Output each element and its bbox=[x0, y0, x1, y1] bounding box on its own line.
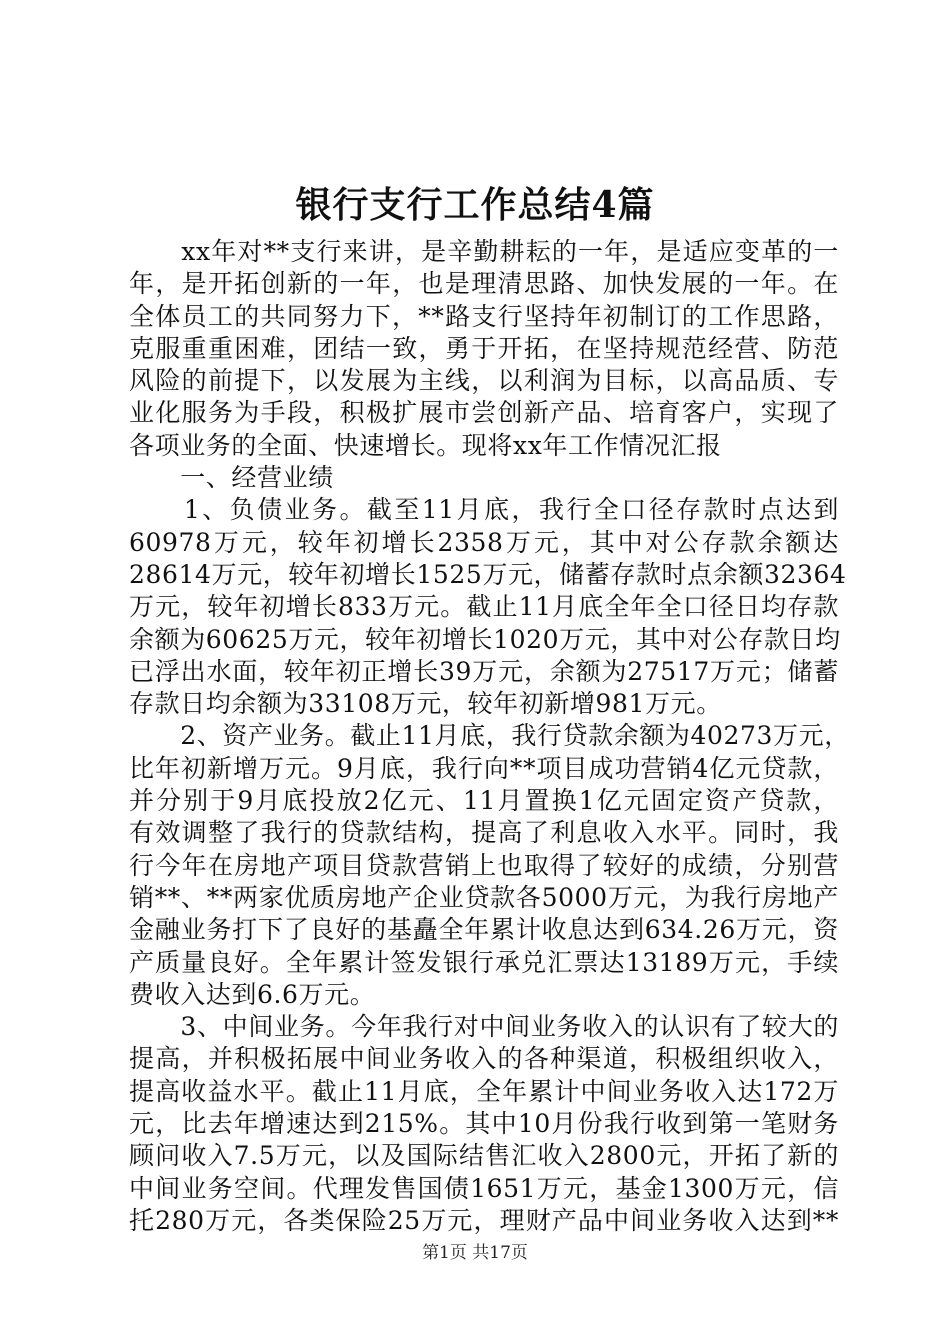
body-text-line: xx年对**支行来讲，是辛勤耕耘的一年，是适应变革的一 bbox=[129, 237, 839, 266]
body-text-line: 业化服务为手段，积极扩展市尝创新产品、培育客户，实现了 bbox=[129, 398, 839, 428]
body-text-line: 年，是开拓创新的一年，也是理清思路、加快发展的一年。在 bbox=[129, 269, 839, 299]
page-footer: 第1页 共17页 bbox=[422, 1243, 528, 1263]
body-text-line: 克服重重困难，团结一致，勇于开拓，在坚持规范经营、防范 bbox=[129, 333, 839, 363]
body-text-line: 3、中间业务。今年我行对中间业务收入的认识有了较大的 bbox=[129, 1012, 839, 1042]
body-text-line: 余额为60625万元，较年初增长1020万元，其中对公存款日均 bbox=[129, 624, 841, 654]
body-text-line: 行今年在房地产项目贷款营销上也取得了较好的成绩，分别营 bbox=[129, 850, 839, 880]
body-text-line: 已浮出水面，较年初正增长39万元，余额为27517万元；储蓄 bbox=[129, 656, 839, 686]
body-text-line: 销**、**两家优质房地产企业贷款各5000万元，为我行房地产 bbox=[129, 882, 839, 912]
body-text-line: 并分别于9月底投放2亿元、11月置换1亿元固定资产贷款， bbox=[129, 786, 839, 816]
body-text-line: 各项业务的全面、快速增长。现将xx年工作情况汇报 bbox=[129, 430, 722, 460]
document-body bbox=[129, 236, 850, 1237]
body-text-line: 产质量良好。全年累计签发银行承兑汇票达13189万元，手续 bbox=[129, 947, 839, 977]
body-text-line: 全体员工的共同努力下，**路支行坚持年初制订的工作思路， bbox=[129, 301, 839, 331]
body-text-line: 存款日均余额为33108万元，较年初新增981万元。 bbox=[129, 689, 722, 719]
body-text-line: 比年初新增万元。9月底，我行向**项目成功营销4亿元贷款， bbox=[129, 753, 839, 783]
body-text-line: 有效调整了我行的贷款结构，提高了利息收入水平。同时，我 bbox=[129, 818, 839, 848]
body-text-line: 1、负债业务。截至11月底，我行全口径存款时点达到 bbox=[129, 495, 839, 525]
body-text-line: 风险的前提下，以发展为主线，以利润为目标，以高品质、专 bbox=[129, 366, 839, 396]
body-text-line: 元，比去年增速达到215%。其中10月份我行收到第一笔财务 bbox=[129, 1109, 839, 1139]
document-title: 银行支行工作总结4篇 bbox=[295, 184, 655, 226]
body-text-line: 提高收益水平。截止11月底，全年累计中间业务收入达172万 bbox=[129, 1076, 839, 1106]
body-text-line: 托280万元，各类保险25万元，理财产品中间业务收入达到** bbox=[129, 1205, 839, 1235]
body-text-line: 2、资产业务。截止11月底，我行贷款余额为40273万元， bbox=[129, 721, 850, 751]
body-text-line: 顾问收入7.5万元，以及国际结售汇收入2800元，开拓了新的 bbox=[129, 1141, 839, 1171]
body-text-line: 60978万元，较年初增长2358万元，其中对公存款余额达 bbox=[129, 527, 839, 557]
body-text-line: 一、经营业绩 bbox=[129, 463, 334, 493]
body-text-line: 28614万元，较年初增长1525万元，储蓄存款时点余额32364 bbox=[129, 559, 847, 589]
body-text-line: 提高，并积极拓展中间业务收入的各种渠道，积极组织收入， bbox=[129, 1044, 839, 1074]
body-text-line: 中间业务空间。代理发售国债1651万元，基金1300万元，信 bbox=[129, 1173, 839, 1203]
body-text-line: 万元，较年初增长833万元。截止11月底全年全口径日均存款 bbox=[129, 592, 839, 622]
body-text-line: 费收入达到6.6万元。 bbox=[129, 979, 376, 1009]
body-text-line: 金融业务打下了良好的基矗全年累计收息达到634.26万元，资 bbox=[129, 915, 839, 945]
